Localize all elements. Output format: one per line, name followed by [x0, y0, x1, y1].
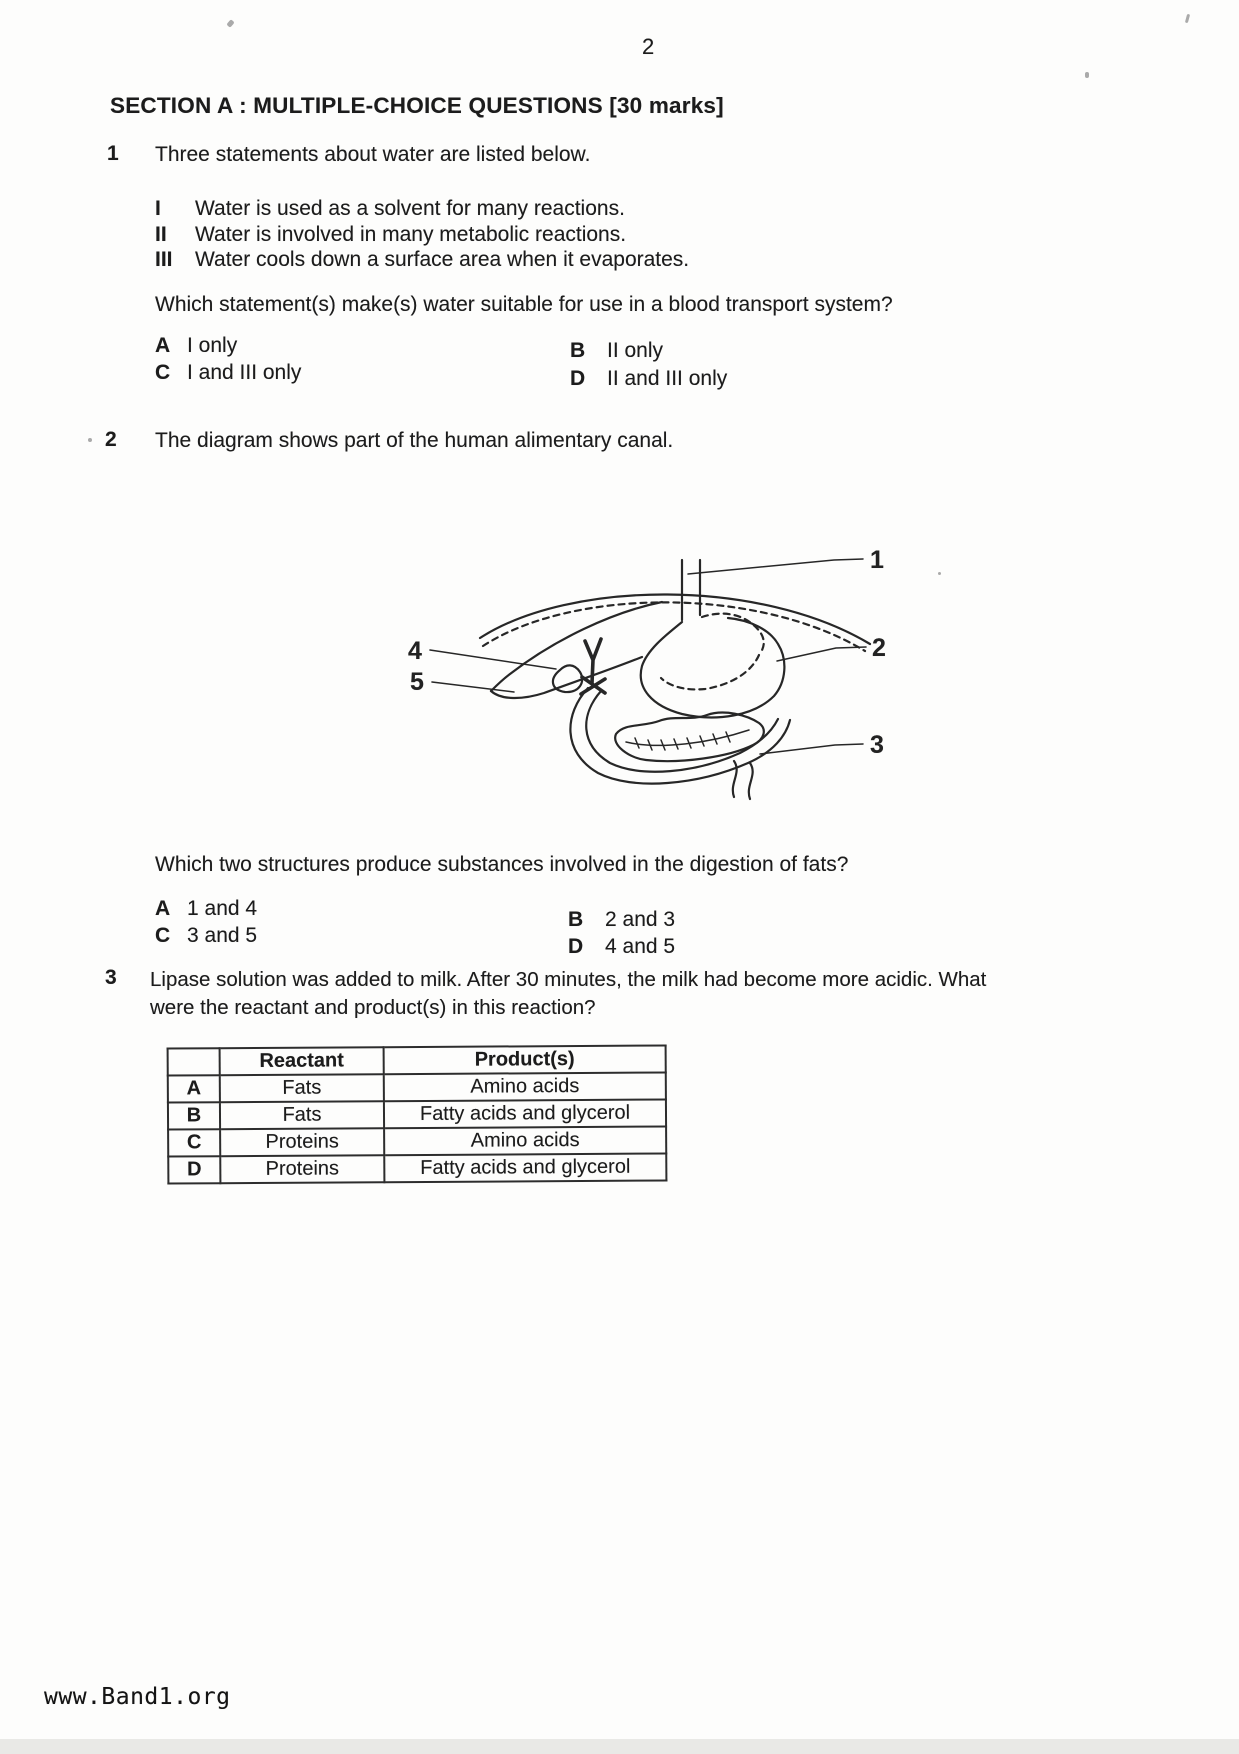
statement-text: Water cools down a surface area when it evaporates. [195, 248, 690, 271]
diaphragm-line [483, 602, 865, 651]
option-text: 4 and 5 [605, 935, 676, 958]
row-reactant: Fats [220, 1074, 384, 1102]
pancreas-outline [615, 713, 764, 762]
row-letter: B [168, 1102, 220, 1129]
table-row [168, 1126, 666, 1156]
option-b [568, 908, 675, 932]
option-letter: C [155, 361, 171, 384]
stomach-outline [641, 618, 785, 717]
row-letter: D [168, 1156, 220, 1183]
table-row [168, 1072, 666, 1102]
question-2-number: 2 [105, 428, 117, 451]
duodenum-tail [733, 761, 737, 797]
statement-row [155, 247, 689, 273]
table-header-row [168, 1045, 666, 1075]
statement-row [155, 196, 689, 222]
table-row [168, 1153, 666, 1183]
option-letter: B [568, 908, 584, 931]
question-3-text: Lipase solution was added to milk. After 30 minutes, the milk had become more acidic. What were the reactant and product(s) in this reaction? [150, 968, 987, 1019]
diagram-label-3: 3 [870, 731, 884, 759]
option-text: 3 and 5 [187, 924, 258, 947]
alimentary-canal-diagram [330, 472, 890, 802]
question-1-prompt: Which statement(s) make(s) water suitable for use in a blood transport system? [155, 293, 893, 316]
option-letter: D [570, 367, 586, 390]
row-letter: C [168, 1129, 220, 1156]
watermark-url: www.Band1.org [44, 1684, 231, 1710]
option-c [155, 924, 257, 948]
option-c [155, 361, 301, 385]
option-text: II and III only [607, 367, 728, 390]
answers-table [167, 1044, 668, 1184]
option-letter: D [568, 935, 584, 958]
scan-speck [1085, 72, 1089, 78]
option-a [155, 897, 257, 921]
table-row [168, 1099, 666, 1129]
diagram-label-1: 1 [870, 546, 884, 574]
label-2-leader [777, 647, 866, 661]
row-products: Fatty acids and glycerol [384, 1099, 666, 1128]
row-products: Amino acids [384, 1126, 666, 1155]
scan-speck [88, 438, 92, 442]
question-3-number: 3 [105, 966, 117, 989]
section-heading: SECTION A : MULTIPLE-CHOICE QUESTIONS [30 marks] [110, 93, 724, 118]
option-text: 1 and 4 [187, 897, 258, 920]
pancreatic-duct-branches [635, 732, 730, 750]
option-letter: C [155, 924, 171, 947]
statement-numeral: I [155, 197, 161, 220]
option-text: I and III only [187, 361, 302, 384]
scan-speck [1185, 14, 1190, 23]
statement-text: Water is involved in many metabolic reactions. [195, 222, 627, 246]
option-b [570, 339, 663, 363]
option-text: II only [607, 339, 664, 362]
question-2-prompt: Which two structures produce substances involved in the digestion of fats? [155, 853, 849, 876]
option-a [155, 334, 237, 358]
table-corner-cell [168, 1048, 220, 1075]
question-1-text: Three statements about water are listed below. [155, 143, 591, 166]
scan-edge-strip [0, 1739, 1239, 1754]
liver-outline [491, 602, 662, 691]
page-number: 2 [642, 34, 655, 59]
label-1-leader [688, 559, 863, 574]
column-header-products: Product(s) [384, 1045, 666, 1074]
statement-numeral: II [155, 222, 167, 246]
scan-speck [938, 572, 941, 575]
scan-speck [226, 19, 234, 28]
statement-numeral: III [155, 248, 173, 271]
diagram-label-4: 4 [408, 637, 422, 665]
diagram-label-5: 5 [410, 668, 424, 696]
option-d [570, 367, 727, 391]
option-letter: A [155, 334, 171, 357]
row-products: Fatty acids and glycerol [384, 1153, 666, 1182]
option-d [568, 935, 675, 959]
row-reactant: Proteins [220, 1128, 384, 1156]
duodenum-tail [749, 763, 753, 799]
row-letter: A [168, 1075, 220, 1102]
question-1-number: 1 [107, 142, 119, 165]
option-letter: A [155, 897, 171, 920]
option-text: 2 and 3 [605, 908, 676, 931]
option-text: I only [187, 334, 238, 357]
column-header-reactant: Reactant [220, 1047, 384, 1075]
row-reactant: Fats [220, 1101, 384, 1129]
statement-row [155, 222, 689, 248]
option-letter: B [570, 339, 586, 362]
statement-text: Water is used as a solvent for many reactions. [195, 197, 625, 220]
question-1-statements [155, 196, 689, 273]
row-reactant: Proteins [220, 1155, 384, 1183]
label-4-leader [430, 650, 556, 669]
question-2-text: The diagram shows part of the human alimentary canal. [155, 429, 674, 452]
diagram-label-2: 2 [872, 634, 886, 662]
stomach-inner-curve [661, 655, 759, 689]
row-products: Amino acids [384, 1072, 666, 1101]
label-5-leader [432, 682, 514, 692]
